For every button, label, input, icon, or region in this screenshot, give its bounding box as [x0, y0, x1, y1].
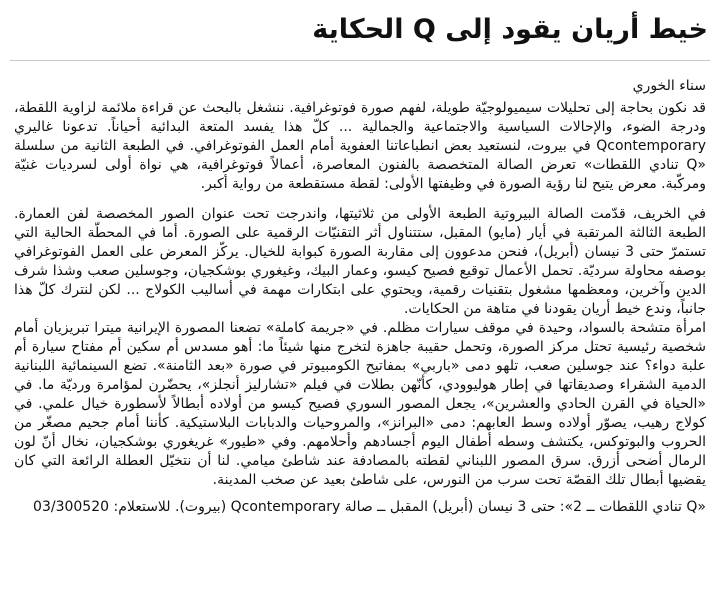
- exhibition-info: «Q تنادي اللقطات ــ 2»: حتى 3 نيسان (أبريل) المقبل ــ صالة Qcontemporary (بيروت). للاستعلام: 03/300520: [33, 499, 706, 515]
- article-paragraph: في الخريف، قدّمت الصالة البيروتية الطبعة الأولى من ثلاثيتها، واندرجت تحت عنوان الصور المخصصة لفن العمارة. الطبعة الثالثة المرتقبة في أيار (مايو) المقبل، ستتناول أثر التقنيّات الرقمية على الصورة. أما في المحطّة الحالية التي تستمرّ حتى 3 نيسان (أبريل)، فنحن مدعوون إلى مقاربة الصورة كبوابة للخيال. يركّز المعرض على العمل الفوتوغرافي بوصفه محاولة سرديّة. تحمل الأعمال توقيع فصيح كيسو، وعمار البيك، وغيغوري بوشكجيان، وجوسلين صعب وشذا شرف الدين وآخرين، ومعظمها مشغول بتقنيات رقمية، ويحتوي على ابتكارات مهمة في أساليب الكولاج ... لكن لنترك كلّ هذا جانباً، وندع خيط أريان يقودنا في متاهة من الحكايات.: [14, 206, 706, 317]
- article-body: [14, 99, 706, 490]
- article-paragraph: امرأة متشحة بالسواد، وحيدة في موقف سيارات مظلم. في «جريمة كاملة» تضعنا المصورة الإيرانية ميترا تبريزيان أمام شخصية رئيسية تحتل مركز الصورة، وتحمل حقيبة جاهزة لتخرج منها شيئاً ما: أهو مسدس أم سكين أم مفتاح سيارة أم علبة دواء؟ عند جوسلين صعب، تلهو دمى «باربي» بمفاتيح الكومبيوتر في صورة «بعد الثامنة». تضع السينمائية اللبنانية الدمية الشقراء وصديقاتها في إطار هوليوودي، كأنّهن بطلات في فيلم «تشارليز أنجلز»، يحضّرن لمؤامرة ورديّة ما. في «الحياة في القرن الحادي والعشرين»، يجعل المصور السوري فصيح كيسو من أولاده أبطالاً لأسطورة خيال علمي. في كولاج رهيب، يصوّر أولاده وسط العابهم: دمى «البرانز»، والمروحيات والدبابات البلاستيكية. كأننا أمام جحيم مصغّر من الحروب والبوتوكس، يكتشف وسطه أطفال اليوم أجسادهم وأحلامهم. وفي «طيور» غريغوري بوشكجيان، نخال أنّ لون الرمال أضحى أزرق. سرق المصور اللبناني لقطته بالمصادفة عند شاطئ ميامي. لنا أن نتخيّل العطلة الرائعة التي كان يقضيها أبطال تلك القصّة تحت سرب من النورس، على شاطئ بعيد عن صخب المدينة.: [14, 320, 706, 488]
- article-paragraph: قد نكون بحاجة إلى تحليلات سيميولوجيّة طويلة، لفهم صورة فوتوغرافية. ننشغل بالبحث عن قراءة ملائمة لزاوية اللقطة، ودرجة الضوء، والإحالات السياسية والاجتماعية والجمالية ... كلّ هذا يفسد المتعة البدائية أحياناً. تدعونا غاليري Qcontemporary في بيروت، لنستعيد بعض انطباعاتنا العفوية أمام العمل الفوتوغرافي. في الطبعة الثانية من سلسلة «Q تنادي اللقطات» تعرض الصالة المتخصصة بالفنون المعاصرة، أعمالاً فوتوغرافية، هي نواة أولى لسرديات غنيّة ومركّبة. معرض يتيح لنا رؤية الصورة في وظيفتها الأولى: لقطة مستقطعة من رواية أكبر.: [14, 100, 706, 192]
- title-divider: [10, 60, 710, 61]
- article-title: خيط أريان يقود إلى Q الحكاية: [312, 14, 708, 45]
- article-author: سناء الخوري: [632, 78, 706, 94]
